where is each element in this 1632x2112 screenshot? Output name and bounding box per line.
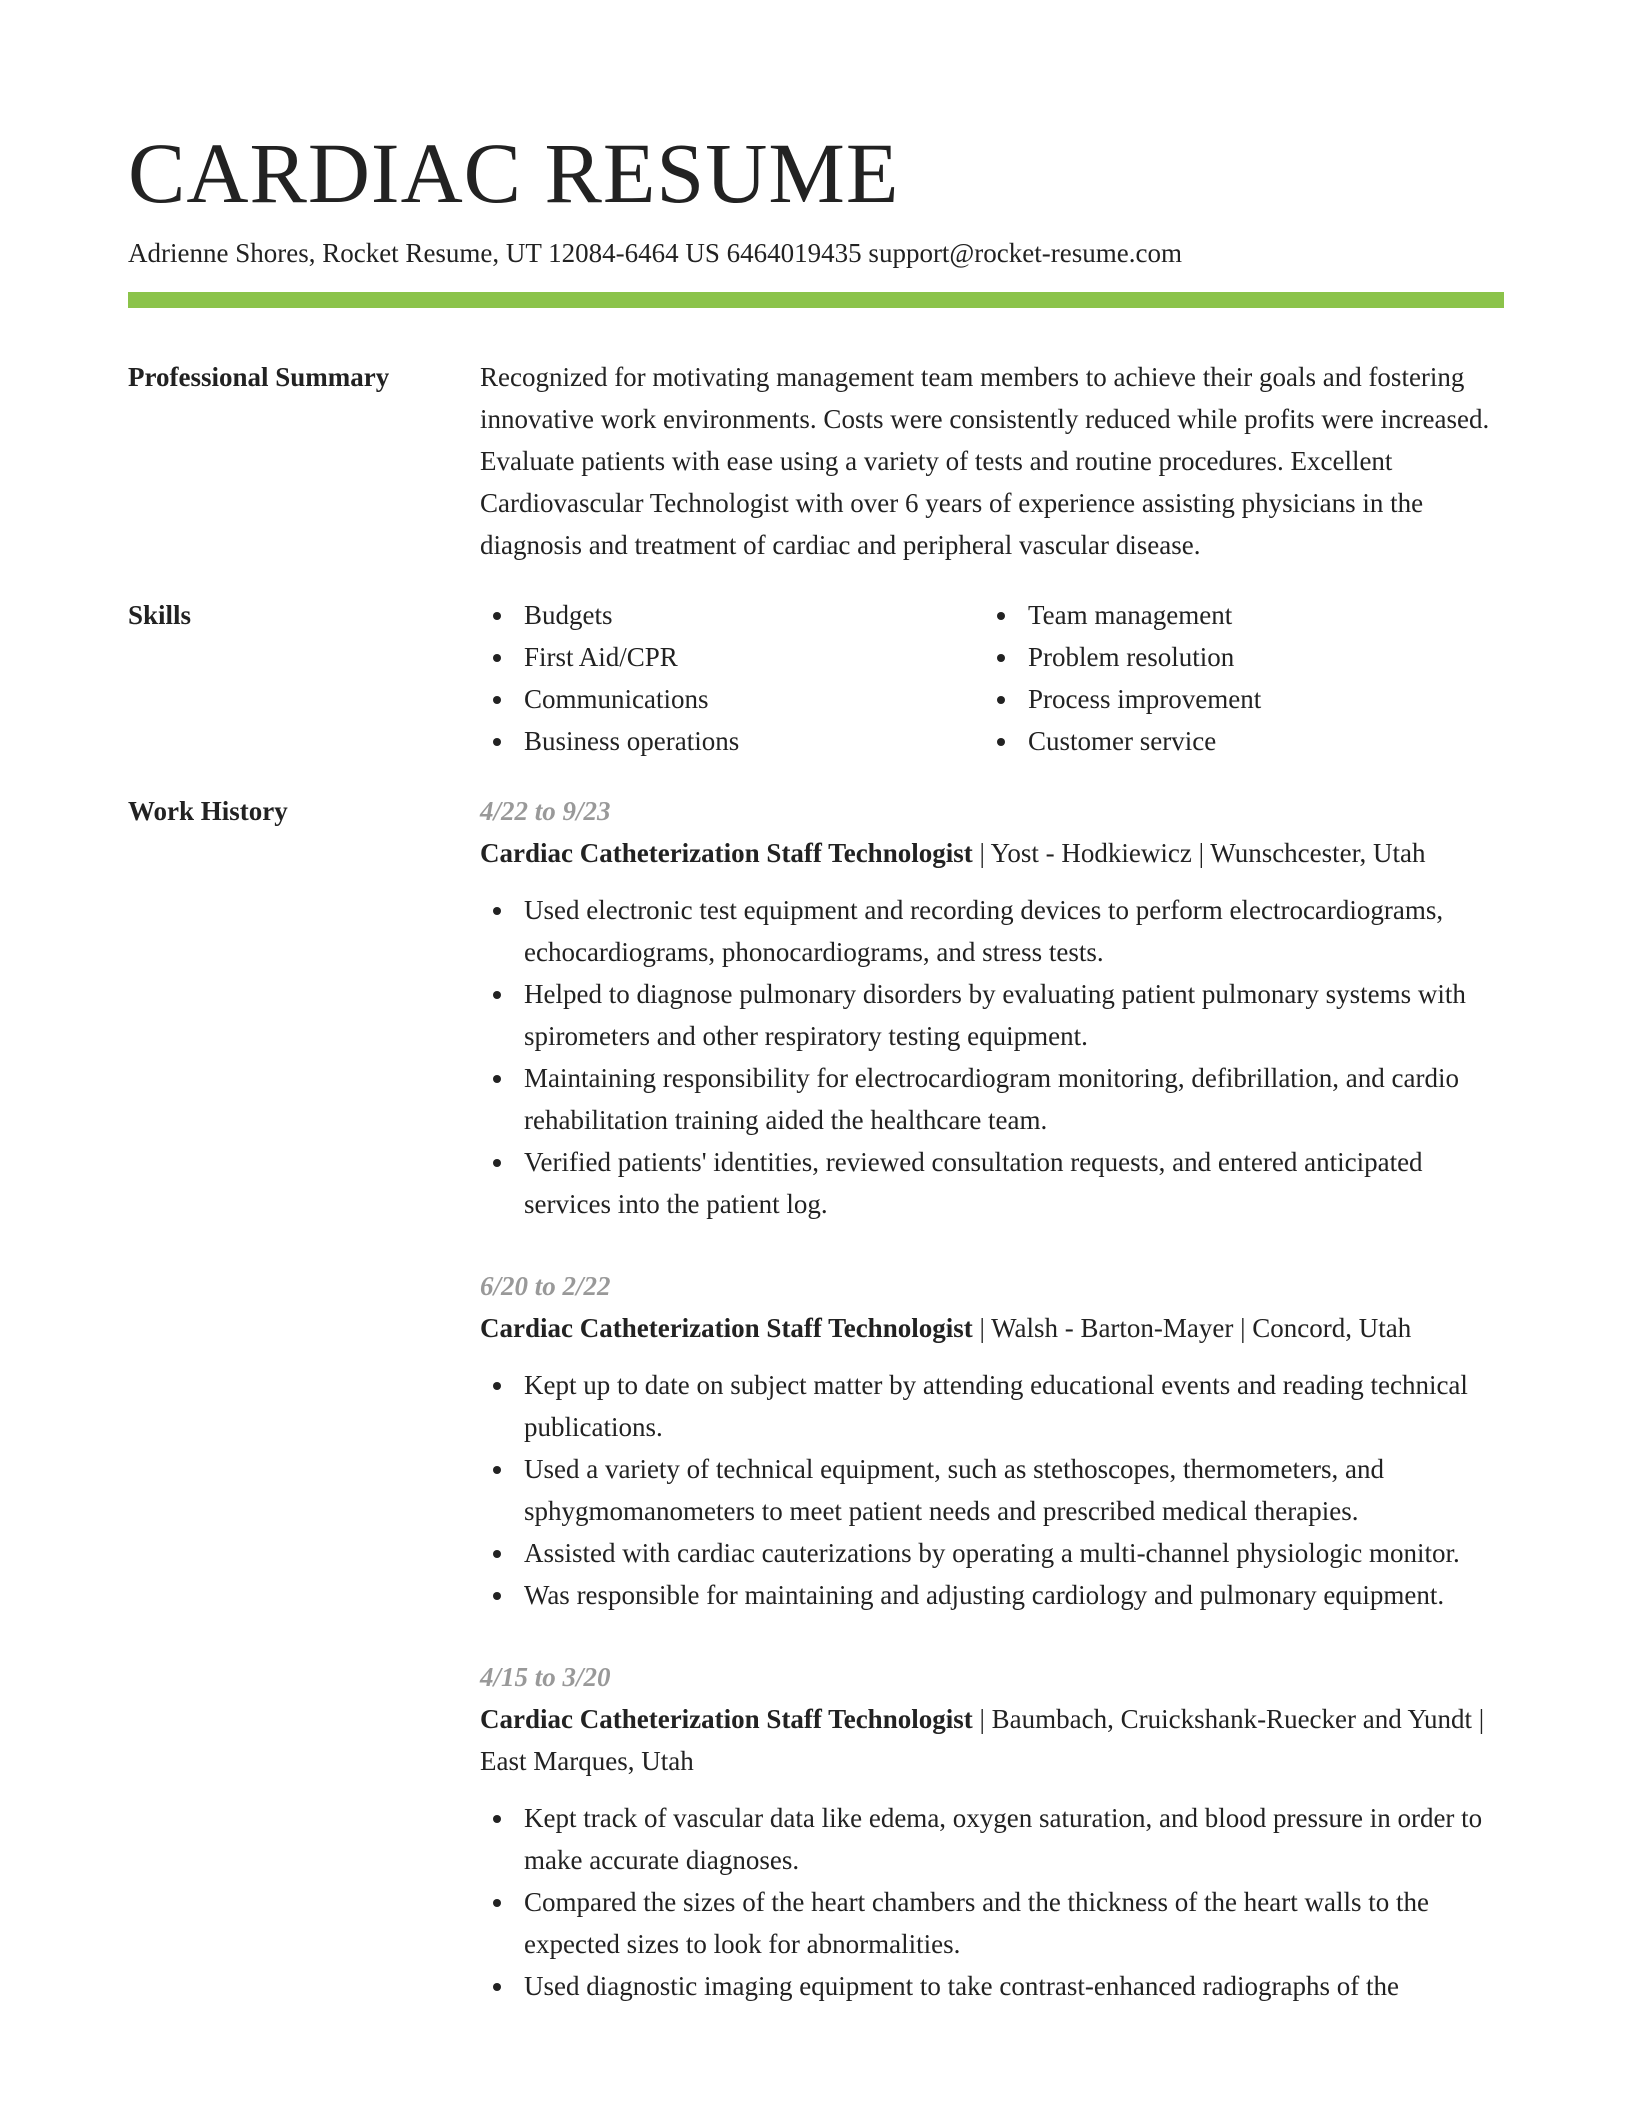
section-title-summary: Professional Summary: [128, 362, 390, 392]
skill-item: Customer service: [984, 720, 1488, 762]
accent-rule: [128, 292, 1504, 308]
skill-item: Business operations: [480, 720, 984, 762]
resume-page: [128, 118, 1504, 2047]
job-header: [480, 832, 1504, 874]
job-bullet: Was responsible for maintaining and adjusting cardiology and pulmonary equipment.: [480, 1574, 1504, 1616]
job-bullets: [480, 1797, 1504, 2007]
skills-columns: [480, 594, 1504, 762]
job-bullet: Assisted with cardiac cauterizations by operating a multi-channel physiologic monitor.: [480, 1532, 1504, 1574]
skill-item: Communications: [480, 678, 984, 720]
job-bullet: Maintaining responsibility for electrocardiogram monitoring, defibrillation, and cardio rehabilitation training aided the healthcare team.: [480, 1057, 1504, 1141]
job-dates: 6/20 to 2/22: [480, 1271, 611, 1301]
job-title: Cardiac Catheterization Staff Technologist: [480, 1704, 973, 1734]
job-header: [480, 1307, 1504, 1349]
job-bullet: Kept track of vascular data like edema, oxygen saturation, and blood pressure in order to make accurate diagnoses.: [480, 1797, 1504, 1881]
skills-list-right: [984, 594, 1488, 762]
job-details: | Yost - Hodkiewicz | Wunschcester, Utah: [972, 838, 1426, 868]
job-dates: 4/15 to 3/20: [480, 1662, 611, 1692]
skill-item: Team management: [984, 594, 1488, 636]
skill-item: Process improvement: [984, 678, 1488, 720]
job-details: | Walsh - Barton-Mayer | Concord, Utah: [972, 1313, 1412, 1343]
skill-item: Budgets: [480, 594, 984, 636]
job-entry: [480, 1656, 1504, 2007]
skills-section: [128, 594, 1504, 762]
work-history-body: [480, 790, 1504, 2047]
job-bullet: Helped to diagnose pulmonary disorders by evaluating patient pulmonary systems with spirometers and other respiratory testing equipment.: [480, 973, 1504, 1057]
job-header: [480, 1698, 1504, 1782]
skill-item: Problem resolution: [984, 636, 1488, 678]
resume-name: CARDIAC RESUME: [128, 125, 900, 221]
job-bullet: Used a variety of technical equipment, such as stethoscopes, thermometers, and sphygmomanometers to meet patient needs and prescribed medical therapies.: [480, 1448, 1504, 1532]
job-entry: [480, 1265, 1504, 1616]
job-bullet: Compared the sizes of the heart chambers and the thickness of the heart walls to the expected sizes to look for abnormalities.: [480, 1881, 1504, 1965]
section-title-work-history: Work History: [128, 796, 288, 826]
skill-item: First Aid/CPR: [480, 636, 984, 678]
work-history-section: [128, 790, 1504, 2047]
job-dates: 4/22 to 9/23: [480, 796, 611, 826]
job-entry: [480, 790, 1504, 1225]
skills-list-left: [480, 594, 984, 762]
job-bullets: [480, 889, 1504, 1225]
job-title: Cardiac Catheterization Staff Technologist: [480, 838, 973, 868]
contact-info: Adrienne Shores, Rocket Resume, UT 12084-6464 US 6464019435 support@rocket-resume.com: [128, 238, 1182, 268]
job-bullet: Kept up to date on subject matter by attending educational events and reading technical publications.: [480, 1364, 1504, 1448]
summary-section: [128, 356, 1504, 566]
job-bullet: Verified patients' identities, reviewed consultation requests, and entered anticipated services into the patient log.: [480, 1141, 1504, 1225]
job-bullet: Used diagnostic imaging equipment to take contrast-enhanced radiographs of the: [480, 1965, 1504, 2007]
summary-text: Recognized for motivating management team members to achieve their goals and fostering innovative work environments. Costs were consistently reduced while profits were increased. Evaluate patients with ease using a variety of tests and routine procedures. Excellent Cardiovascular Technologist with over 6 years of experience assisting physicians in the diagnosis and treatment of cardiac and peripheral vascular disease.: [480, 362, 1490, 560]
job-bullet: Used electronic test equipment and recording devices to perform electrocardiograms, echocardiograms, phonocardiograms, and stress tests.: [480, 889, 1504, 973]
job-bullets: [480, 1364, 1504, 1616]
job-details: | Baumbach, Cruickshank-Ruecker and Yundt | East Marques, Utah: [480, 1704, 1485, 1776]
section-title-skills: Skills: [128, 600, 192, 630]
job-title: Cardiac Catheterization Staff Technologist: [480, 1313, 973, 1343]
